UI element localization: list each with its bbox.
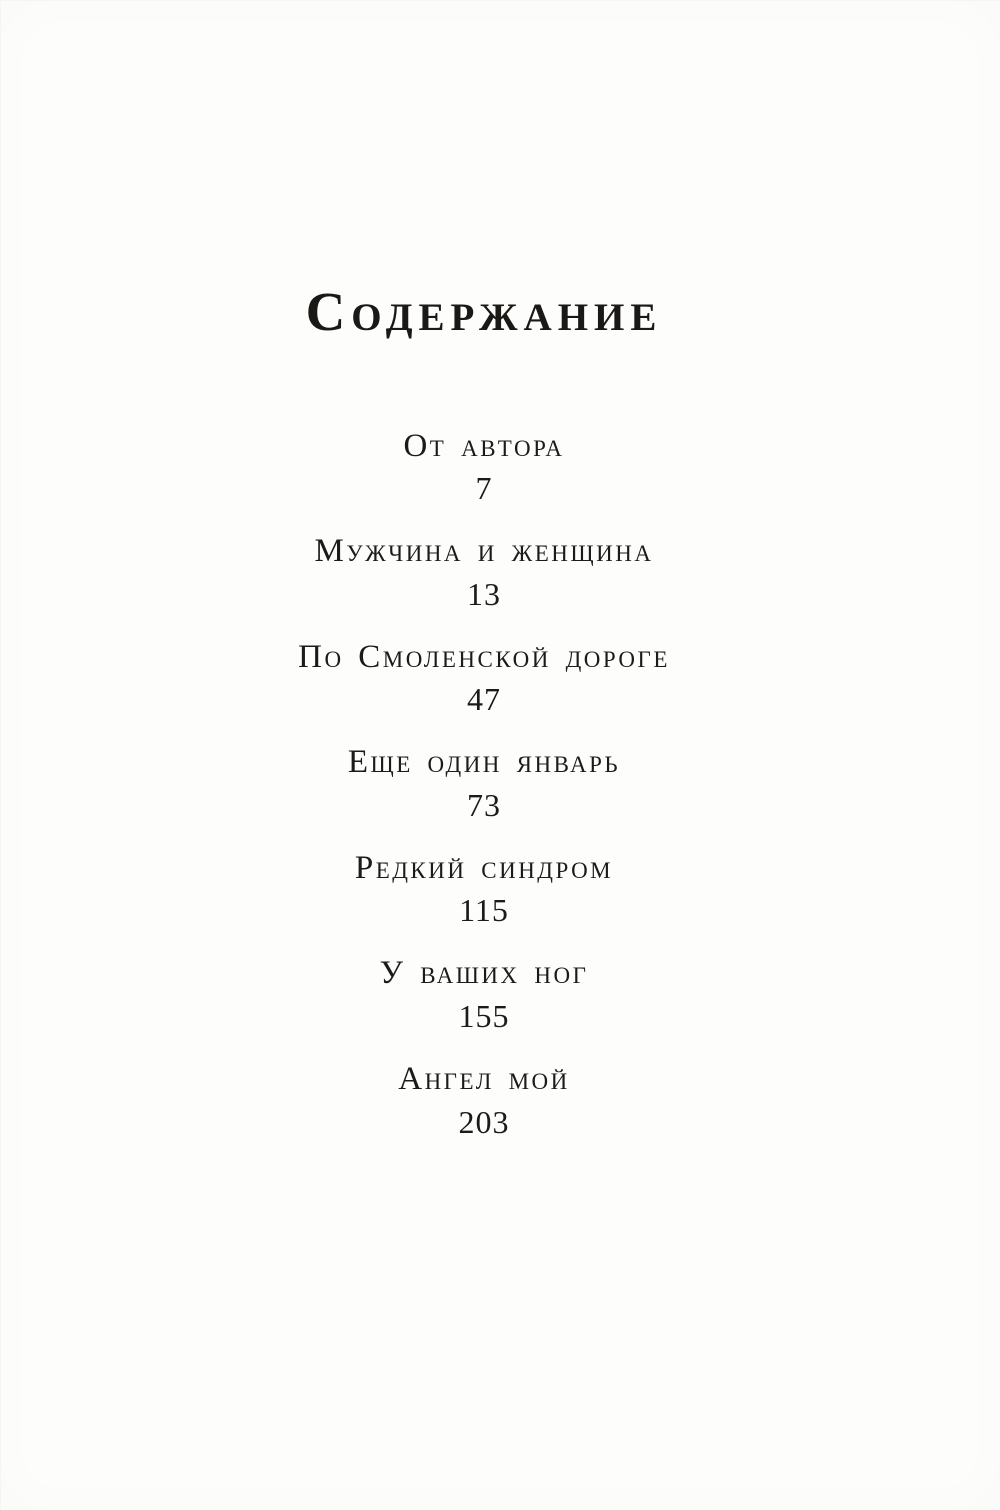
toc-entry-title: Мужчина и женщина (314, 533, 654, 570)
toc-entry-title: Редкий синдром (354, 849, 614, 886)
table-of-contents (0, 282, 984, 1166)
toc-entry (0, 532, 984, 614)
toc-entry-page: 13 (467, 575, 501, 612)
toc-entry-title: Еще один январь (347, 744, 621, 781)
toc-entry (0, 954, 984, 1036)
toc-entry (0, 1060, 984, 1142)
toc-entry (0, 849, 984, 931)
toc-entry-title: Ангел мой (398, 1061, 570, 1098)
toc-entry-page: 155 (458, 998, 510, 1035)
toc-entry-title: У ваших ног (379, 955, 589, 992)
toc-entry-page: 47 (467, 681, 501, 718)
toc-entry-title: От автора (403, 427, 565, 464)
toc-entry (0, 743, 984, 825)
page-title: Содержание (305, 281, 663, 342)
toc-entry-page: 7 (475, 470, 493, 507)
toc-entry (0, 427, 984, 509)
toc-entry-page: 73 (467, 786, 501, 823)
toc-entry-page: 115 (459, 892, 509, 929)
toc-entry (0, 638, 984, 720)
toc-entry-title: По Смоленской дороге (298, 638, 670, 675)
toc-entry-page: 203 (458, 1103, 510, 1140)
